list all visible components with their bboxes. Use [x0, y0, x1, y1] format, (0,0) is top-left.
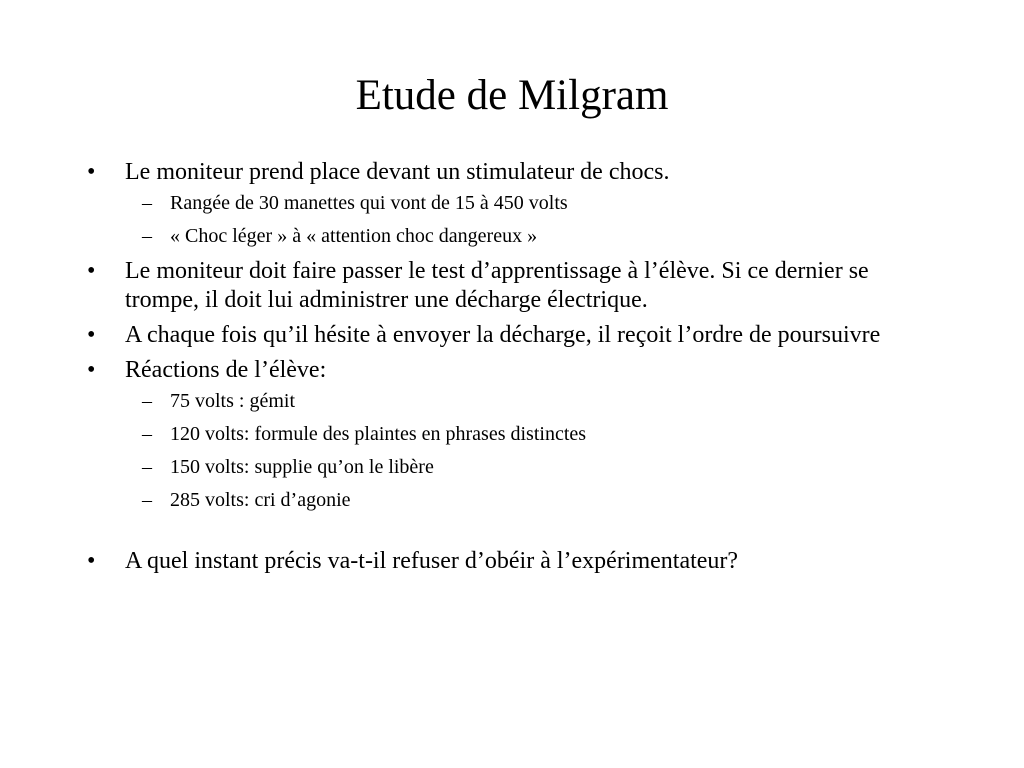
- sub-marker: –: [142, 390, 152, 412]
- sub-item: [125, 488, 942, 513]
- slide-title: Etude de Milgram: [355, 72, 669, 119]
- sub-marker: –: [142, 489, 152, 511]
- sub-item: [125, 455, 942, 480]
- sub-list: [125, 191, 942, 249]
- sub-text: « Choc léger » à « attention choc dangereux »: [170, 225, 538, 247]
- sub-marker: –: [142, 423, 152, 445]
- bullet-text: A quel instant précis va-t-il refuser d’obéir à l’expérimentateur?: [125, 548, 739, 574]
- sub-text: 120 volts: formule des plaintes en phrases distinctes: [170, 423, 587, 445]
- bullet-list: [82, 158, 942, 582]
- bullet-item: [82, 321, 942, 350]
- bullet-marker: •: [87, 258, 96, 284]
- bullet-text: Réactions de l’élève:: [125, 357, 327, 383]
- sub-item: [125, 389, 942, 414]
- sub-item: [125, 422, 942, 447]
- sub-marker: –: [142, 192, 152, 214]
- sub-marker: –: [142, 225, 152, 247]
- sub-text: 75 volts : gémit: [170, 390, 295, 412]
- bullet-marker: •: [87, 159, 96, 185]
- bullet-item: [82, 547, 942, 576]
- sub-list: [125, 389, 942, 513]
- list-spacer: [82, 521, 942, 547]
- bullet-item: [82, 158, 942, 249]
- bullet-marker: •: [87, 548, 96, 574]
- bullet-marker: •: [87, 357, 96, 383]
- sub-text: Rangée de 30 manettes qui vont de 15 à 450 volts: [170, 192, 568, 214]
- bullet-text: Le moniteur doit faire passer le test d’apprentissage à l’élève. Si ce dernier se trompe, il doit lui administrer une décharge électrique.: [125, 258, 869, 313]
- sub-item: [125, 191, 942, 216]
- sub-marker: –: [142, 456, 152, 478]
- bullet-item: [82, 257, 942, 315]
- bullet-marker: •: [87, 322, 96, 348]
- sub-item: [125, 224, 942, 249]
- bullet-text: Le moniteur prend place devant un stimulateur de chocs.: [125, 159, 670, 185]
- bullet-text: A chaque fois qu’il hésite à envoyer la décharge, il reçoit l’ordre de poursuivre: [125, 322, 881, 348]
- bullet-item: [82, 356, 942, 513]
- sub-text: 150 volts: supplie qu’on le libère: [170, 456, 434, 478]
- sub-text: 285 volts: cri d’agonie: [170, 489, 351, 511]
